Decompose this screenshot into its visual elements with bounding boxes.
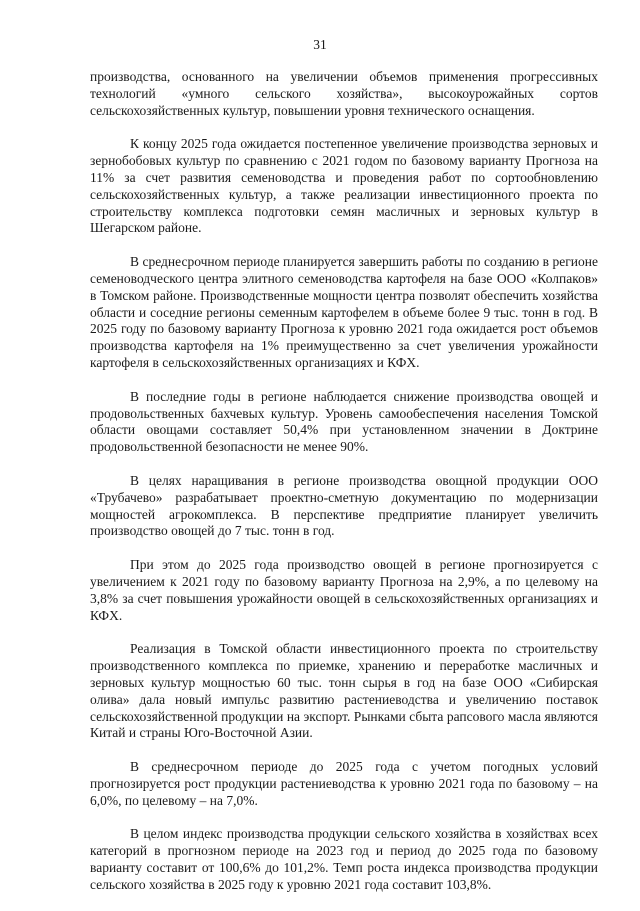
paragraph-potato-seed-center: В среднесрочном периоде планируется завершить работы по созданию в регионе семеноводческого центра элитного семеноводства картофеля на базе ООО «Колпаков» в Томском районе. Производственные мощности центра позволят обеспечить хозяйства области и соседние регионы семенным картофелем в объеме более 9 тыс. тонн в год. В 2025 году по базовому варианту Прогноза к уровню 2021 года ожидается рост объемов производства картофеля на 1% преимущественно за счет увеличения урожайности картофеля в сельскохозяйственных организациях и КФХ.	[90, 254, 598, 370]
page-number: 31	[313, 37, 327, 52]
paragraph-continuation: производства, основанного на увеличении объемов применения прогрессивных технологий «умного сельского хозяйства», высокоурожайных сортов сельскохозяйственных культур, повышении уровня технического оснащения.	[90, 69, 598, 118]
paragraph-siberian-oliva: Реализация в Томской области инвестиционного проекта по строительству производственного комплекса по приемке, хранению и переработке масличных и зерновых культур мощностью 60 тыс. тонн сырья в год на базе ООО «Сибирская олива» дала новый импульс развитию растениеводства и увеличению поставок сельскохозяйственной продукции на экспорт. Рынками сбыта рапсового масла являются Китай и страны Юго-Восточной Азии.	[90, 641, 598, 741]
paragraph-crop-growth: В среднесрочном периоде до 2025 года с учетом погодных условий прогнозируется рост продукции растениеводства к уровню 2021 года по базовому – на 6,0%, по целевому – на 7,0%.	[90, 759, 598, 808]
paragraph-trubachevo: В целях наращивания в регионе производства овощной продукции ООО «Трубачево» разрабатывает проектно-сметную документацию по модернизации мощностей агрокомплекса. В перспективе предприятие планирует увеличить производство овощей до 7 тыс. тонн в год.	[90, 472, 598, 539]
paragraph-vegetable-forecast: При этом до 2025 года производство овощей в регионе прогнозируется с увеличением к 2021 году по базовому варианту Прогноза на 2,9%, а по целевому на 3,8% за счет повышения урожайности овощей в сельскохозяйственных организациях и КФХ.	[90, 557, 598, 623]
paragraph-vegetable-decline: В последние годы в регионе наблюдается снижение производства овощей и продовольственных бахчевых культур. Уровень самообеспечения населения Томской области овощами составляет 50,4% при установленном значении в Доктрине продовольственной безопасности не менее 90%.	[90, 388, 598, 455]
paragraph-grain-production: К концу 2025 года ожидается постепенное увеличение производства зерновых и зернобобовых культур по сравнению с 2021 годом по базовому варианту Прогноза на 11% за счет развития семеноводства и проведения работ по сортообновлению сельскохозяйственных культур, а также реализации инвестиционного проекта по строительству комплекса подготовки семян масличных и зерновых культур в Шегарском районе.	[90, 136, 598, 236]
paragraph-agri-index: В целом индекс производства продукции сельского хозяйства в хозяйствах всех категорий в прогнозном периоде на 2023 год и период до 2025 года по базовому варианту составит от 100,6% до 101,2%. Темп роста индекса производства продукции сельского хозяйства в 2025 году к уровню 2021 года составит 103,8%.	[90, 826, 598, 892]
document-body	[90, 69, 598, 911]
